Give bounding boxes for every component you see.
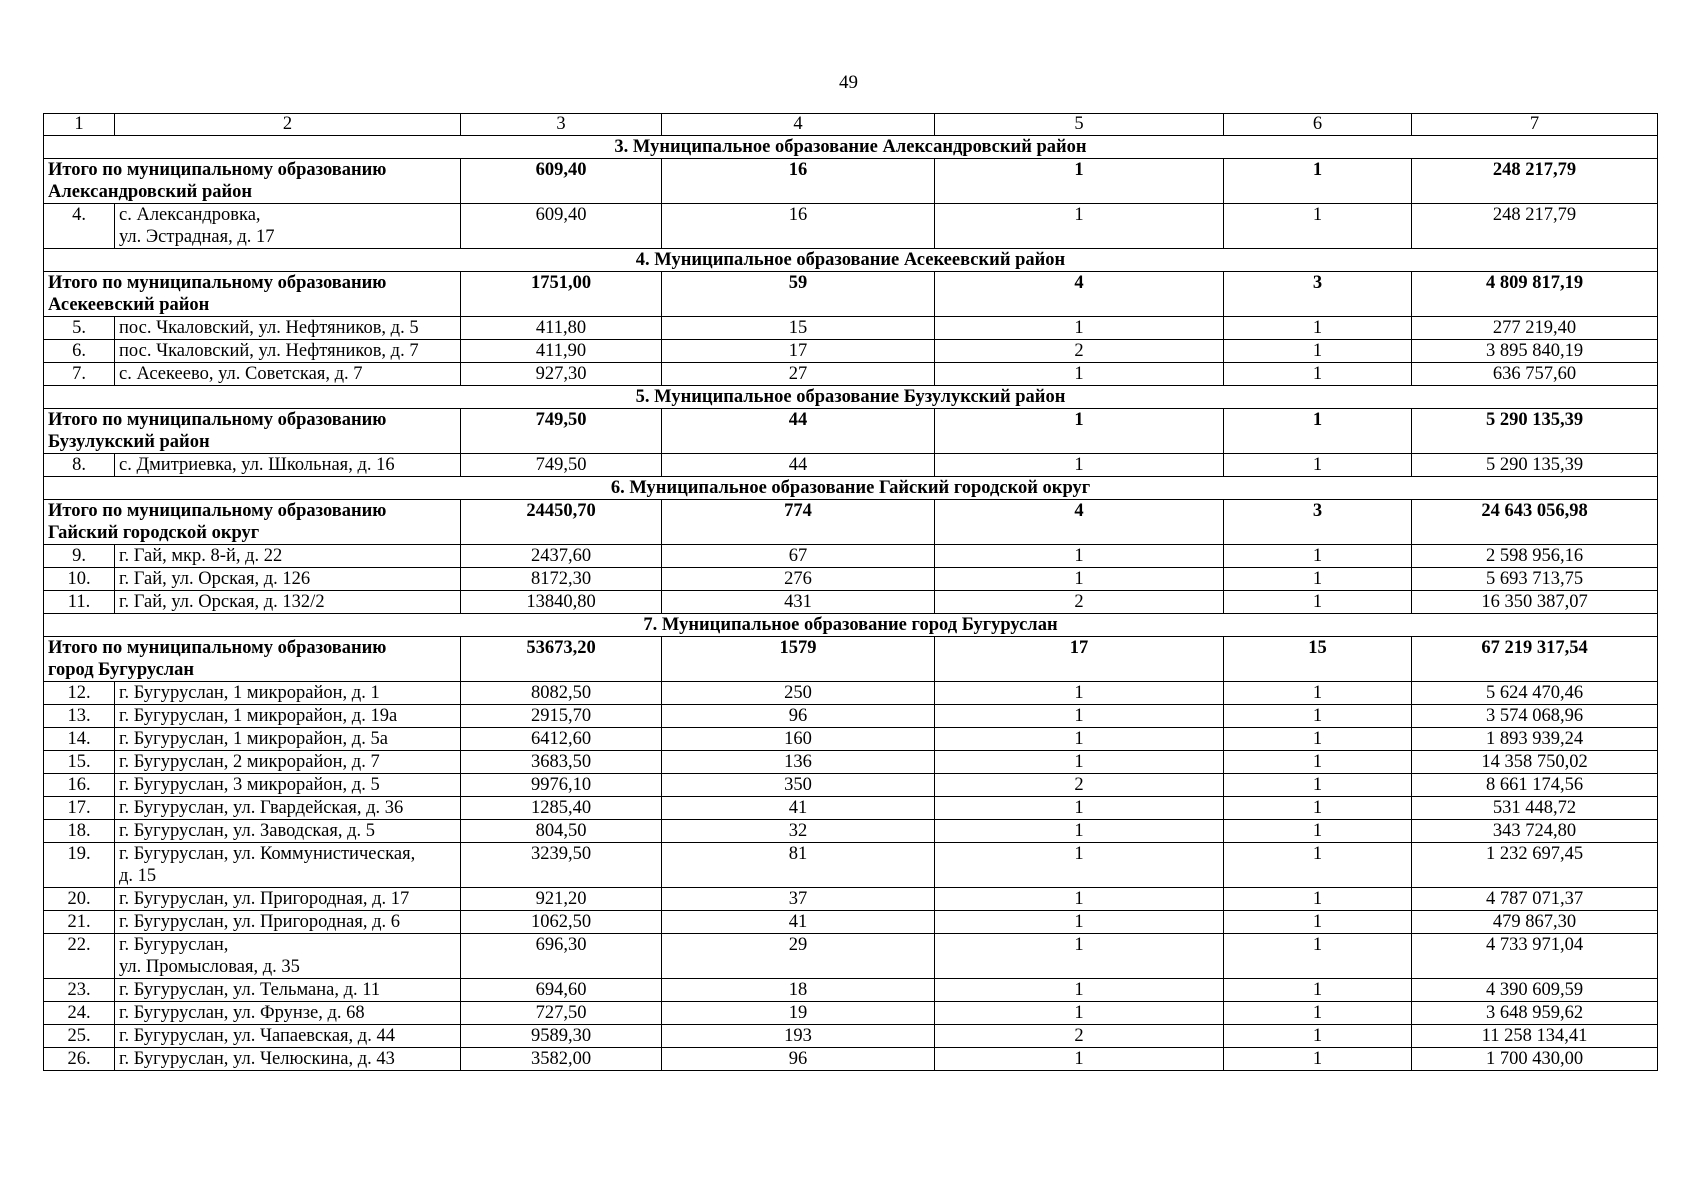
row-area: 696,30 [461, 934, 662, 979]
row-cost: 5 693 713,75 [1412, 568, 1658, 591]
row-number: 19. [44, 843, 115, 888]
row-cost: 1 893 939,24 [1412, 728, 1658, 751]
total-label-line1: Итого по муниципальному образованию [48, 638, 387, 658]
table-row [44, 911, 1658, 934]
row-area: 3683,50 [461, 751, 662, 774]
total-label-line2: Гайский городской округ [48, 523, 260, 543]
row-count-6: 1 [1224, 454, 1412, 477]
row-residents: 250 [662, 682, 935, 705]
row-number: 4. [44, 204, 115, 249]
section-title: 3. Муниципальное образование Александровский район [44, 136, 1658, 159]
total-label-line1: Итого по муниципальному образованию [48, 501, 387, 521]
row-area: 9589,30 [461, 1025, 662, 1048]
row-cost: 343 724,80 [1412, 820, 1658, 843]
row-address-line1: г. Бугуруслан, ул. Тельмана, д. 11 [119, 980, 381, 1000]
row-number: 25. [44, 1025, 115, 1048]
table-row [44, 204, 1658, 249]
row-area: 8172,30 [461, 568, 662, 591]
row-count-5: 1 [935, 843, 1224, 888]
row-count-5: 1 [935, 751, 1224, 774]
row-residents: 32 [662, 820, 935, 843]
row-cost: 4 733 971,04 [1412, 934, 1658, 979]
total-count-5: 4 [935, 500, 1224, 545]
row-address [115, 204, 461, 249]
table-row [44, 317, 1658, 340]
column-number-row [44, 114, 1658, 136]
row-cost: 5 290 135,39 [1412, 454, 1658, 477]
row-number: 14. [44, 728, 115, 751]
row-address-line1: пос. Чкаловский, ул. Нефтяников, д. 5 [119, 318, 419, 338]
row-area: 2437,60 [461, 545, 662, 568]
row-address-line1: г. Гай, ул. Орская, д. 126 [119, 569, 311, 589]
section-title: 7. Муниципальное образование город Бугуруслан [44, 614, 1658, 637]
row-number: 22. [44, 934, 115, 979]
row-number: 12. [44, 682, 115, 705]
row-count-6: 1 [1224, 1025, 1412, 1048]
row-address-line1: с. Дмитриевка, ул. Школьная, д. 16 [119, 455, 395, 475]
row-address [115, 317, 461, 340]
row-number: 17. [44, 797, 115, 820]
row-address-line1: пос. Чкаловский, ул. Нефтяников, д. 7 [119, 341, 419, 361]
row-residents: 350 [662, 774, 935, 797]
total-label [44, 159, 461, 204]
row-count-6: 1 [1224, 751, 1412, 774]
total-area: 24450,70 [461, 500, 662, 545]
row-residents: 136 [662, 751, 935, 774]
row-count-6: 1 [1224, 979, 1412, 1002]
table-row [44, 591, 1658, 614]
row-address-line1: г. Гай, ул. Орская, д. 132/2 [119, 592, 325, 612]
column-number: 2 [115, 114, 461, 136]
total-cost: 248 217,79 [1412, 159, 1658, 204]
row-count-5: 1 [935, 1048, 1224, 1071]
row-area: 694,60 [461, 979, 662, 1002]
row-address-line1: г. Бугуруслан, [119, 935, 229, 955]
table-row [44, 979, 1658, 1002]
row-residents: 67 [662, 545, 935, 568]
total-count-5: 4 [935, 272, 1224, 317]
table-row [44, 545, 1658, 568]
table-row [44, 454, 1658, 477]
section-header-row [44, 136, 1658, 159]
total-label [44, 500, 461, 545]
row-residents: 276 [662, 568, 935, 591]
total-count-6: 3 [1224, 272, 1412, 317]
table-row [44, 888, 1658, 911]
table-row [44, 728, 1658, 751]
row-count-6: 1 [1224, 317, 1412, 340]
section-total-row [44, 500, 1658, 545]
section-total-row [44, 637, 1658, 682]
row-address-line1: г. Бугуруслан, ул. Фрунзе, д. 68 [119, 1003, 365, 1023]
row-count-6: 1 [1224, 934, 1412, 979]
row-address [115, 682, 461, 705]
row-address-line1: с. Александровка, [119, 205, 261, 225]
total-label-line1: Итого по муниципальному образованию [48, 160, 387, 180]
row-count-5: 2 [935, 340, 1224, 363]
row-count-5: 2 [935, 1025, 1224, 1048]
row-cost: 1 232 697,45 [1412, 843, 1658, 888]
total-label [44, 409, 461, 454]
row-cost: 5 624 470,46 [1412, 682, 1658, 705]
row-cost: 3 648 959,62 [1412, 1002, 1658, 1025]
row-area: 9976,10 [461, 774, 662, 797]
total-area: 1751,00 [461, 272, 662, 317]
row-residents: 96 [662, 705, 935, 728]
row-address-line1: г. Бугуруслан, ул. Пригородная, д. 6 [119, 912, 401, 932]
total-residents: 774 [662, 500, 935, 545]
row-count-5: 1 [935, 797, 1224, 820]
row-count-6: 1 [1224, 682, 1412, 705]
total-count-6: 1 [1224, 409, 1412, 454]
row-residents: 19 [662, 1002, 935, 1025]
row-residents: 81 [662, 843, 935, 888]
row-address [115, 340, 461, 363]
row-residents: 17 [662, 340, 935, 363]
row-number: 20. [44, 888, 115, 911]
row-address [115, 979, 461, 1002]
row-cost: 1 700 430,00 [1412, 1048, 1658, 1071]
row-area: 1062,50 [461, 911, 662, 934]
row-count-5: 1 [935, 820, 1224, 843]
row-number: 7. [44, 363, 115, 386]
row-address [115, 934, 461, 979]
row-area: 727,50 [461, 1002, 662, 1025]
row-cost: 14 358 750,02 [1412, 751, 1658, 774]
section-total-row [44, 159, 1658, 204]
row-area: 2915,70 [461, 705, 662, 728]
row-area: 3239,50 [461, 843, 662, 888]
row-number: 23. [44, 979, 115, 1002]
row-number: 26. [44, 1048, 115, 1071]
total-area: 609,40 [461, 159, 662, 204]
row-count-5: 1 [935, 979, 1224, 1002]
column-number: 5 [935, 114, 1224, 136]
row-count-5: 1 [935, 911, 1224, 934]
total-area: 749,50 [461, 409, 662, 454]
row-cost: 4 787 071,37 [1412, 888, 1658, 911]
column-number: 3 [461, 114, 662, 136]
row-number: 16. [44, 774, 115, 797]
row-number: 24. [44, 1002, 115, 1025]
table-row [44, 751, 1658, 774]
table-row [44, 774, 1658, 797]
total-cost: 24 643 056,98 [1412, 500, 1658, 545]
table-row [44, 1048, 1658, 1071]
row-address [115, 545, 461, 568]
row-residents: 18 [662, 979, 935, 1002]
row-count-6: 1 [1224, 728, 1412, 751]
row-number: 13. [44, 705, 115, 728]
row-address-line1: г. Гай, мкр. 8-й, д. 22 [119, 546, 283, 566]
total-count-5: 1 [935, 159, 1224, 204]
table-row [44, 843, 1658, 888]
total-count-5: 1 [935, 409, 1224, 454]
row-address [115, 751, 461, 774]
row-count-6: 1 [1224, 591, 1412, 614]
row-address-line1: г. Бугуруслан, 1 микрорайон, д. 5а [119, 729, 388, 749]
row-number: 18. [44, 820, 115, 843]
row-residents: 41 [662, 797, 935, 820]
row-count-5: 2 [935, 591, 1224, 614]
row-cost: 636 757,60 [1412, 363, 1658, 386]
row-cost: 3 895 840,19 [1412, 340, 1658, 363]
table-row [44, 797, 1658, 820]
table-row [44, 705, 1658, 728]
table-row [44, 363, 1658, 386]
row-count-5: 1 [935, 1002, 1224, 1025]
total-label [44, 637, 461, 682]
row-residents: 41 [662, 911, 935, 934]
row-address-line1: г. Бугуруслан, 1 микрорайон, д. 19а [119, 706, 398, 726]
table-row [44, 1002, 1658, 1025]
column-number: 1 [44, 114, 115, 136]
section-header-row [44, 477, 1658, 500]
row-cost: 277 219,40 [1412, 317, 1658, 340]
row-cost: 479 867,30 [1412, 911, 1658, 934]
total-cost: 4 809 817,19 [1412, 272, 1658, 317]
row-count-5: 1 [935, 454, 1224, 477]
row-number: 11. [44, 591, 115, 614]
row-area: 1285,40 [461, 797, 662, 820]
row-cost: 248 217,79 [1412, 204, 1658, 249]
row-area: 411,80 [461, 317, 662, 340]
row-address-line1: г. Бугуруслан, ул. Челюскина, д. 43 [119, 1049, 395, 1069]
total-cost: 5 290 135,39 [1412, 409, 1658, 454]
total-label-line1: Итого по муниципальному образованию [48, 273, 387, 293]
page-number: 49 [839, 72, 858, 93]
section-title: 6. Муниципальное образование Гайский городской округ [44, 477, 1658, 500]
row-count-5: 1 [935, 934, 1224, 979]
row-address [115, 1048, 461, 1071]
row-residents: 44 [662, 454, 935, 477]
row-area: 6412,60 [461, 728, 662, 751]
section-header-row [44, 249, 1658, 272]
row-address [115, 363, 461, 386]
row-address-line1: г. Бугуруслан, 2 микрорайон, д. 7 [119, 752, 380, 772]
section-title: 4. Муниципальное образование Асекеевский район [44, 249, 1658, 272]
row-address-line2: ул. Эстрадная, д. 17 [119, 227, 275, 247]
row-count-6: 1 [1224, 363, 1412, 386]
row-number: 9. [44, 545, 115, 568]
row-area: 927,30 [461, 363, 662, 386]
table-row [44, 934, 1658, 979]
row-area: 13840,80 [461, 591, 662, 614]
housing-table [43, 113, 1658, 1071]
row-address-line1: г. Бугуруслан, ул. Заводская, д. 5 [119, 821, 376, 841]
row-address [115, 568, 461, 591]
row-residents: 431 [662, 591, 935, 614]
row-address-line1: г. Бугуруслан, 3 микрорайон, д. 5 [119, 775, 380, 795]
row-cost: 11 258 134,41 [1412, 1025, 1658, 1048]
row-address-line1: г. Бугуруслан, ул. Гвардейская, д. 36 [119, 798, 404, 818]
total-residents: 44 [662, 409, 935, 454]
row-count-6: 1 [1224, 888, 1412, 911]
row-address [115, 1002, 461, 1025]
row-residents: 15 [662, 317, 935, 340]
column-number: 4 [662, 114, 935, 136]
row-residents: 193 [662, 1025, 935, 1048]
table-row [44, 682, 1658, 705]
row-number: 5. [44, 317, 115, 340]
section-total-row [44, 272, 1658, 317]
row-area: 749,50 [461, 454, 662, 477]
row-count-5: 1 [935, 568, 1224, 591]
row-address [115, 888, 461, 911]
total-residents: 1579 [662, 637, 935, 682]
row-area: 921,20 [461, 888, 662, 911]
row-cost: 4 390 609,59 [1412, 979, 1658, 1002]
row-address [115, 705, 461, 728]
total-label-line2: Асекеевский район [48, 295, 210, 315]
row-count-6: 1 [1224, 1002, 1412, 1025]
table-row [44, 568, 1658, 591]
row-count-6: 1 [1224, 820, 1412, 843]
row-count-6: 1 [1224, 774, 1412, 797]
row-count-6: 1 [1224, 340, 1412, 363]
row-address-line1: с. Асекеево, ул. Советская, д. 7 [119, 364, 363, 384]
row-cost: 2 598 956,16 [1412, 545, 1658, 568]
row-address-line1: г. Бугуруслан, ул. Коммунистическая, [119, 844, 416, 864]
total-cost: 67 219 317,54 [1412, 637, 1658, 682]
column-number: 6 [1224, 114, 1412, 136]
row-residents: 37 [662, 888, 935, 911]
row-count-5: 1 [935, 705, 1224, 728]
row-address [115, 774, 461, 797]
row-address [115, 843, 461, 888]
section-title: 5. Муниципальное образование Бузулукский район [44, 386, 1658, 409]
row-count-5: 1 [935, 888, 1224, 911]
row-count-5: 1 [935, 545, 1224, 568]
row-address [115, 797, 461, 820]
row-count-6: 1 [1224, 843, 1412, 888]
row-area: 3582,00 [461, 1048, 662, 1071]
table-row [44, 820, 1658, 843]
row-residents: 96 [662, 1048, 935, 1071]
row-count-6: 1 [1224, 705, 1412, 728]
total-label-line2: город Бугуруслан [48, 660, 195, 680]
row-count-6: 1 [1224, 545, 1412, 568]
row-address-line2: д. 15 [119, 866, 157, 886]
row-count-5: 1 [935, 363, 1224, 386]
row-address [115, 911, 461, 934]
row-address-line1: г. Бугуруслан, 1 микрорайон, д. 1 [119, 683, 380, 703]
row-address [115, 454, 461, 477]
total-count-6: 1 [1224, 159, 1412, 204]
row-count-6: 1 [1224, 797, 1412, 820]
row-address-line2: ул. Промысловая, д. 35 [119, 957, 300, 977]
table-row [44, 1025, 1658, 1048]
section-header-row [44, 386, 1658, 409]
total-label [44, 272, 461, 317]
row-cost: 531 448,72 [1412, 797, 1658, 820]
row-address [115, 728, 461, 751]
row-residents: 160 [662, 728, 935, 751]
total-residents: 16 [662, 159, 935, 204]
row-residents: 29 [662, 934, 935, 979]
column-number: 7 [1412, 114, 1658, 136]
row-count-6: 1 [1224, 911, 1412, 934]
total-count-6: 3 [1224, 500, 1412, 545]
total-label-line1: Итого по муниципальному образованию [48, 410, 387, 430]
row-cost: 8 661 174,56 [1412, 774, 1658, 797]
row-area: 804,50 [461, 820, 662, 843]
row-number: 8. [44, 454, 115, 477]
total-residents: 59 [662, 272, 935, 317]
row-address [115, 591, 461, 614]
row-address-line1: г. Бугуруслан, ул. Чапаевская, д. 44 [119, 1026, 395, 1046]
row-count-5: 1 [935, 317, 1224, 340]
total-area: 53673,20 [461, 637, 662, 682]
row-count-6: 1 [1224, 1048, 1412, 1071]
row-residents: 27 [662, 363, 935, 386]
section-total-row [44, 409, 1658, 454]
row-count-5: 1 [935, 204, 1224, 249]
row-area: 609,40 [461, 204, 662, 249]
row-count-5: 2 [935, 774, 1224, 797]
row-residents: 16 [662, 204, 935, 249]
section-header-row [44, 614, 1658, 637]
row-address-line1: г. Бугуруслан, ул. Пригородная, д. 17 [119, 889, 410, 909]
total-label-line2: Бузулукский район [48, 432, 210, 452]
total-label-line2: Александровский район [48, 182, 253, 202]
row-area: 8082,50 [461, 682, 662, 705]
row-count-6: 1 [1224, 568, 1412, 591]
total-count-6: 15 [1224, 637, 1412, 682]
row-address [115, 1025, 461, 1048]
row-number: 15. [44, 751, 115, 774]
row-address [115, 820, 461, 843]
row-number: 10. [44, 568, 115, 591]
row-count-5: 1 [935, 682, 1224, 705]
row-number: 6. [44, 340, 115, 363]
row-cost: 16 350 387,07 [1412, 591, 1658, 614]
table-row [44, 340, 1658, 363]
row-count-5: 1 [935, 728, 1224, 751]
row-count-6: 1 [1224, 204, 1412, 249]
row-number: 21. [44, 911, 115, 934]
total-count-5: 17 [935, 637, 1224, 682]
row-area: 411,90 [461, 340, 662, 363]
row-cost: 3 574 068,96 [1412, 705, 1658, 728]
